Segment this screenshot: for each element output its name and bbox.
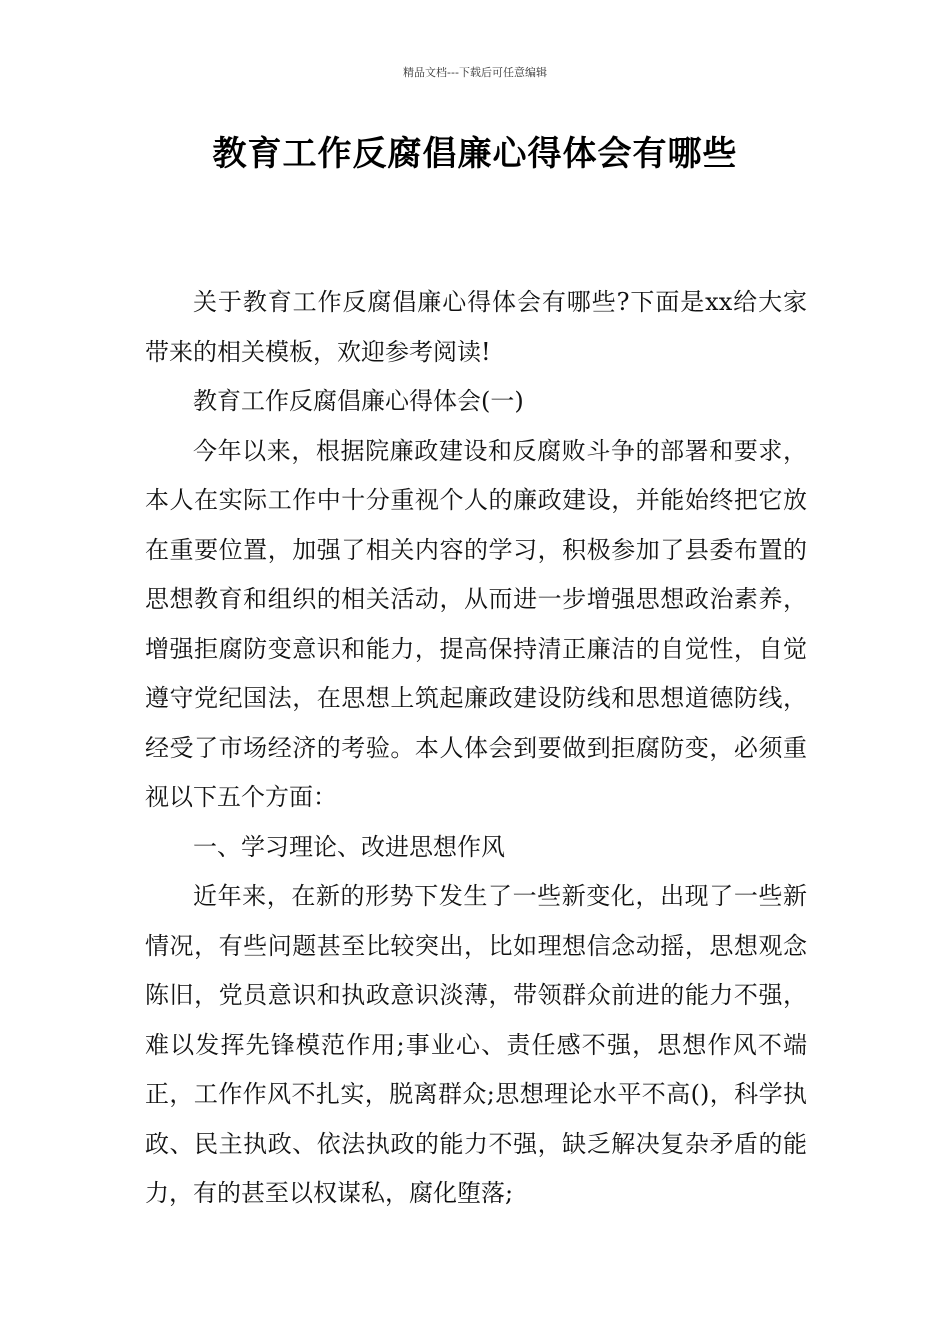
body-paragraph: 近年来，在新的形势下发生了一些新变化，出现了一些新情况，有些问题甚至比较突出，比如理想信念动摇，思想观念陈旧，党员意识和执政意识淡薄，带领群众前进的能力不强，难以发挥先锋模范作用;事业心、责任感不强，思想作风不端正，工作作风不扎实，脱离群众;思想理论水平不高()，科学执政、民主执政、依法执政的能力不强，缺乏解决复杂矛盾的能力，有的甚至以权谋私，腐化堕落; bbox=[145, 882, 807, 1207]
document-body bbox=[145, 278, 807, 1219]
header-note: 精品文档---下载后可任意编辑 bbox=[403, 66, 547, 79]
body-paragraph: 今年以来，根据院廉政建设和反腐败斗争的部署和要求，本人在实际工作中十分重视个人的廉政建设，并能始终把它放在重要位置，加强了相关内容的学习，积极参加了县委布置的思想教育和组织的相关活动，从而进一步增强思想政治素养，增强拒腐防变意识和能力，提高保持清正廉洁的自觉性，自觉遵守党纪国法，在思想上筑起廉政建设防线和思想道德防线，经受了市场经济的考验。本人体会到要做到拒腐防变，必须重视以下五个方面： bbox=[145, 436, 807, 811]
page-title: 教育工作反腐倡廉心得体会有哪些 bbox=[212, 134, 738, 174]
subsection-heading: 一、学习理论、改进思想作风 bbox=[193, 832, 505, 861]
section-heading: 教育工作反腐倡廉心得体会(一) bbox=[193, 387, 524, 415]
intro-paragraph: 关于教育工作反腐倡廉心得体会有哪些?下面是xx给大家带来的相关模板，欢迎参考阅读! bbox=[145, 288, 807, 366]
